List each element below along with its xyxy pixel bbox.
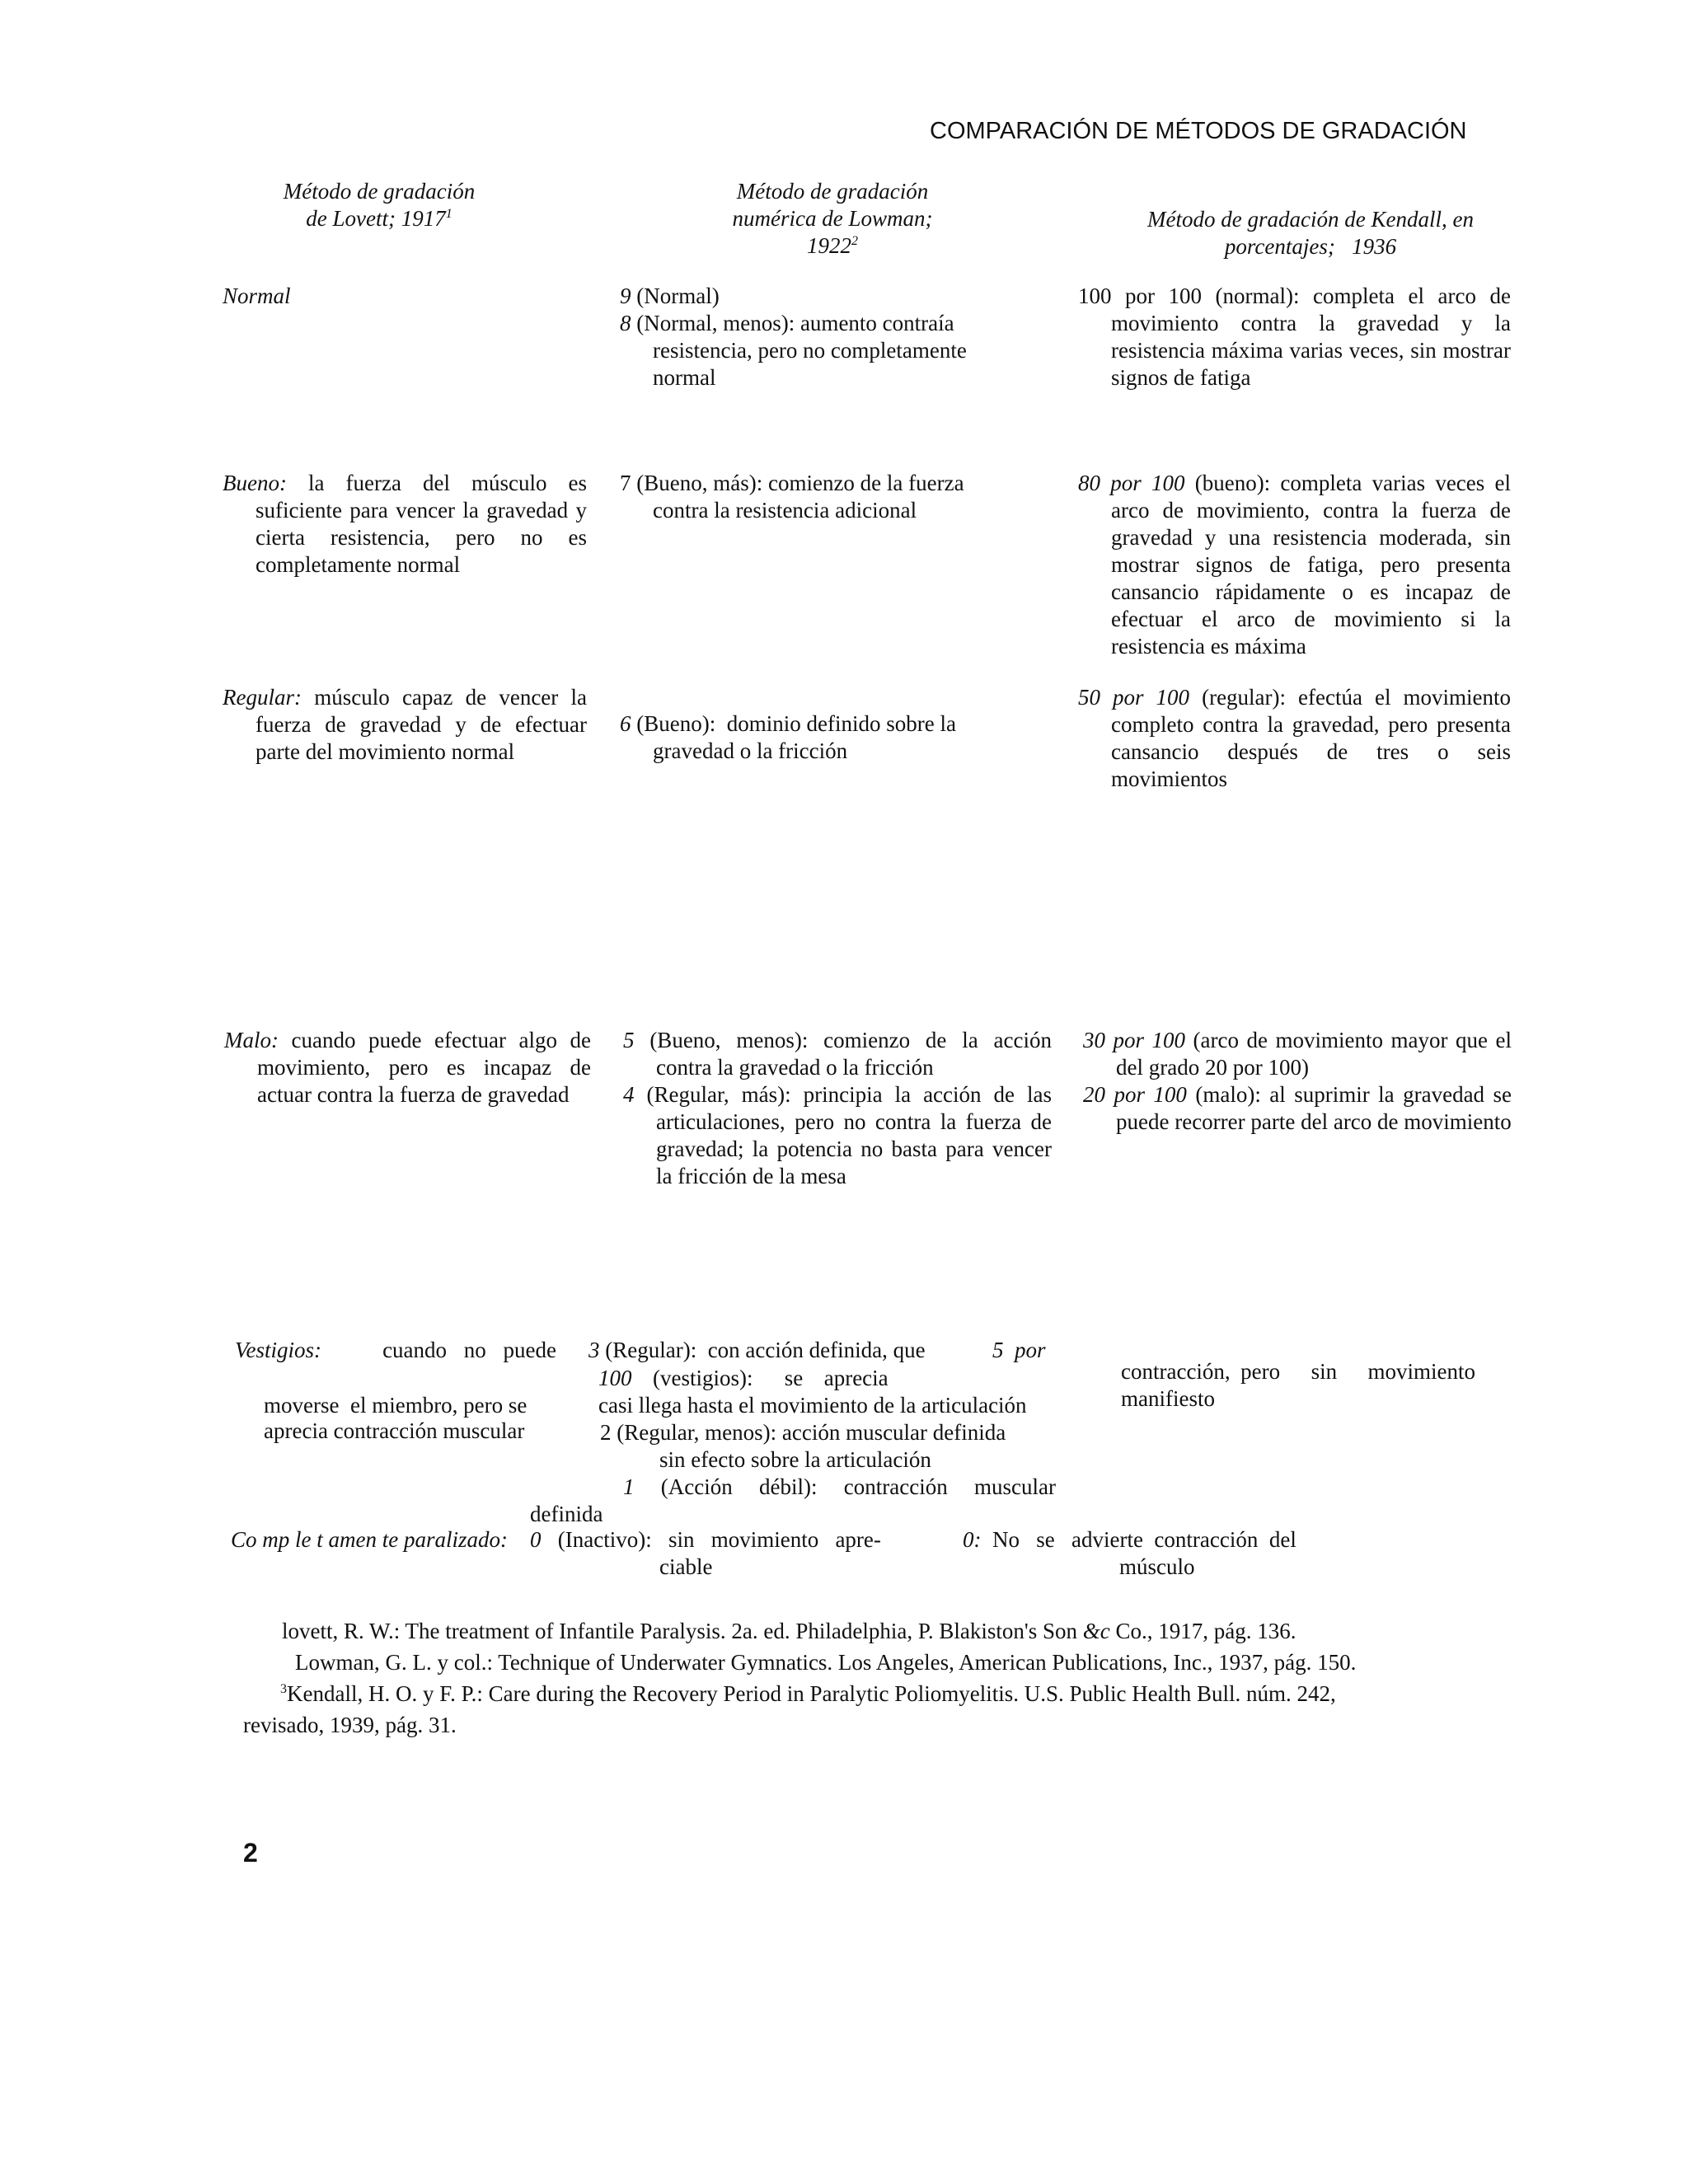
grade-50-text: (regular): efectúa el movimiento completo contra la gravedad, pero presenta cansancio después de tres o seis movimientos xyxy=(1111,685,1511,791)
grade-bueno-lovett xyxy=(223,470,587,579)
grade-8-text: (Normal, menos): aumento contraía resistencia, pero no completamente normal xyxy=(631,311,967,390)
grade-2-text-cont: sin efecto sobre la articulación xyxy=(659,1447,931,1472)
page-number: 2 xyxy=(243,1838,258,1868)
grade-vestigios-lovett-line1 xyxy=(235,1337,556,1364)
grade-vestigios-text-3: aprecia contracción muscular xyxy=(264,1418,525,1443)
grade-0-number: 0 xyxy=(530,1527,542,1552)
grade-regular-text: músculo capaz de vencer la fuerza de gravedad y de efectuar parte del movimiento normal xyxy=(256,685,587,764)
column-header-lovett-text: de Lovett; 1917 xyxy=(306,206,446,231)
grade-7-entry: 7 (Bueno, más): comienzo de la fuerza contra la resistencia adicional xyxy=(620,471,964,523)
grade-vestigios-text-1: cuando no puede xyxy=(382,1338,556,1362)
column-header-lovett-line2 xyxy=(247,205,511,232)
grade-vestigios-text-2: moverse el miembro, pero se xyxy=(264,1393,528,1418)
footnote-1-amp: &c xyxy=(1082,1619,1110,1643)
grade-regular-lovett xyxy=(223,684,587,766)
grade-30-entry xyxy=(1083,1027,1512,1081)
grade-4-number: 4 xyxy=(623,1082,635,1107)
grade-9-number: 9 xyxy=(620,284,631,308)
grade-0-kendall-number: 0: xyxy=(963,1527,982,1552)
grade-5-percent-term: 5 por xyxy=(992,1338,1046,1362)
grade-5-entry xyxy=(623,1027,1052,1081)
grade-0-kendall-text: No se advierte contracción del xyxy=(981,1527,1296,1552)
grade-3-text-cont: casi llega hasta el movimiento de la articulación xyxy=(598,1393,1027,1418)
footnote-1-end: Co., 1917, pág. 136. xyxy=(1109,1619,1296,1643)
grade-5-percent-text: (vestigios): se aprecia xyxy=(631,1366,889,1390)
grade-0-kendall-cont: músculo xyxy=(1119,1554,1195,1579)
grade-0-text-cont: ciable xyxy=(659,1554,713,1579)
grade-malo-term: Malo: xyxy=(224,1028,279,1052)
grade-6-text: (Bueno): dominio definido sobre la gravedad o la fricción xyxy=(631,711,962,763)
grade-regular-lowman xyxy=(620,710,999,765)
grade-8-number: 8 xyxy=(620,311,631,335)
grade-8-entry xyxy=(620,310,1003,391)
grade-vestigios-term: Vestigios: xyxy=(235,1338,321,1362)
footnote-3 xyxy=(280,1680,1336,1708)
grade-6-entry xyxy=(620,710,999,765)
column-header-lovett-line1: Método de gradación xyxy=(283,179,476,204)
grade-malo-text: cuando puede efectuar algo de movimiento, pero es incapaz de actuar contra la fuerza de gravedad xyxy=(257,1028,591,1107)
grade-6-number: 6 xyxy=(620,711,631,736)
grade-5-number: 5 xyxy=(623,1028,635,1052)
grade-3-number: 3 xyxy=(588,1338,600,1362)
grade-80-term: 80 por 100 xyxy=(1078,471,1185,495)
grade-malo-lowman xyxy=(623,1027,1052,1190)
grade-normal-lovett: Normal xyxy=(223,284,291,308)
grade-30-text: (arco de movimiento mayor que el del grado 20 por 100) xyxy=(1116,1028,1512,1080)
grade-80-text: (bueno): completa varias veces el arco de movimiento, contra la fuerza de gravedad y una resistencia moderada, sin mostrar signos de fatiga, pero presenta cansancio rápidamente o es incapaz de efectuar el arco de movimiento si la resistencia es máxima xyxy=(1111,471,1511,658)
grade-20-text: (malo): al suprimir la gravedad se puede recorrer parte del arco de movimiento xyxy=(1116,1082,1512,1134)
grade-5-percent-term-cont: 100 xyxy=(598,1366,632,1390)
column-header-lovett xyxy=(247,178,511,232)
grade-0-text: (Inactivo): sin movimiento apre- xyxy=(541,1527,881,1552)
grade-1-entry xyxy=(623,1474,1056,1501)
footnote-ref-2: 2 xyxy=(851,234,858,248)
grade-50-term: 50 por 100 xyxy=(1078,685,1190,710)
grade-4-text: (Regular, más): principia la acción de las articulaciones, pero no contra la fuerza de gravedad; la potencia no basta para vencer la fricción de la mesa xyxy=(634,1082,1052,1188)
grade-normal-lowman xyxy=(620,283,1003,391)
grade-malo-kendall xyxy=(1083,1027,1512,1136)
grade-9-entry xyxy=(620,283,1003,310)
grade-bueno-lowman xyxy=(620,470,1015,524)
grade-1-number: 1 xyxy=(623,1474,635,1499)
grade-regular-term: Regular: xyxy=(223,685,302,710)
footnote-2: Lowman, G. L. y col.: Technique of Underwater Gymnatics. Los Angeles, American Publications, Inc., 1937, pág. 150. xyxy=(295,1650,1357,1675)
grade-5-text: (Bueno, menos): comienzo de la acción contra la gravedad o la fricción xyxy=(634,1028,1052,1080)
footnote-3-marker: 3 xyxy=(280,1682,287,1696)
grade-bueno-kendall xyxy=(1078,470,1511,660)
footnote-1-text: lovett, R. W.: The treatment of Infantile Paralysis. 2a. ed. Philadelphia, P. Blakiston's Son xyxy=(282,1619,1083,1643)
grade-bueno-term: Bueno: xyxy=(223,471,287,495)
grade-vestigios-kendall: contracción, pero sin movimiento manifiesto xyxy=(1121,1359,1481,1411)
grade-4-entry xyxy=(623,1081,1052,1190)
footnote-1 xyxy=(282,1617,1296,1645)
footnote-ref-1: 1 xyxy=(445,207,452,221)
grade-30-term: 30 por 100 xyxy=(1083,1028,1186,1052)
grade-3-entry xyxy=(588,1337,926,1364)
footnote-3-text: Kendall, H. O. y F. P.: Care during the Recovery Period in Paralytic Poliomyelitis. U.S. Public Health Bull. núm. 242, xyxy=(287,1681,1336,1706)
column-header-lowman-line2: numérica de Lowman; xyxy=(732,206,933,231)
grade-malo-lovett xyxy=(224,1027,591,1108)
grade-1-text: (Acción débil): contracción muscular xyxy=(634,1474,1056,1499)
grade-normal-kendall xyxy=(1078,283,1511,391)
grade-100-entry: 100 por 100 (normal): completa el arco de movimiento contra la gravedad y la resistencia máxima varias veces, sin mostrar signos de fatiga xyxy=(1078,284,1511,390)
grade-0-entry xyxy=(530,1526,881,1554)
grade-20-entry xyxy=(1083,1081,1512,1136)
grade-0-kendall-entry xyxy=(963,1526,1296,1554)
column-header-lowman xyxy=(692,178,973,260)
column-header-lowman-year: 1922 xyxy=(807,233,851,258)
column-header-lowman-line1: Método de gradación xyxy=(736,179,929,204)
column-header-kendall-line1: Método de gradación de Kendall, en xyxy=(1147,207,1474,232)
grade-1-text-cont: definida xyxy=(530,1502,603,1526)
column-header-kendall-line2: porcentajes; 1936 xyxy=(1224,234,1397,259)
page-title: COMPARACIÓN DE MÉTODOS DE GRADACIÓN xyxy=(930,118,1467,144)
grade-2-entry: 2 (Regular, menos): acción muscular definida xyxy=(600,1420,1006,1445)
footnote-3-cont: revisado, 1939, pág. 31. xyxy=(243,1713,457,1737)
column-header-lowman-line3 xyxy=(692,232,973,260)
grade-3-text: (Regular): con acción definida, que xyxy=(599,1338,926,1362)
grade-regular-kendall xyxy=(1078,684,1511,793)
grade-bueno-text: la fuerza del músculo es suficiente para vencer la gravedad y cierta resistencia, pero no es completamente normal xyxy=(256,471,587,577)
grade-20-term: 20 por 100 xyxy=(1083,1082,1187,1107)
column-header-kendall xyxy=(1080,206,1541,260)
grade-9-text: (Normal) xyxy=(631,284,720,308)
grade-5-percent-line xyxy=(598,1365,889,1392)
grade-paralizado-lovett: Co mp le t amen te paralizado: xyxy=(231,1527,508,1552)
